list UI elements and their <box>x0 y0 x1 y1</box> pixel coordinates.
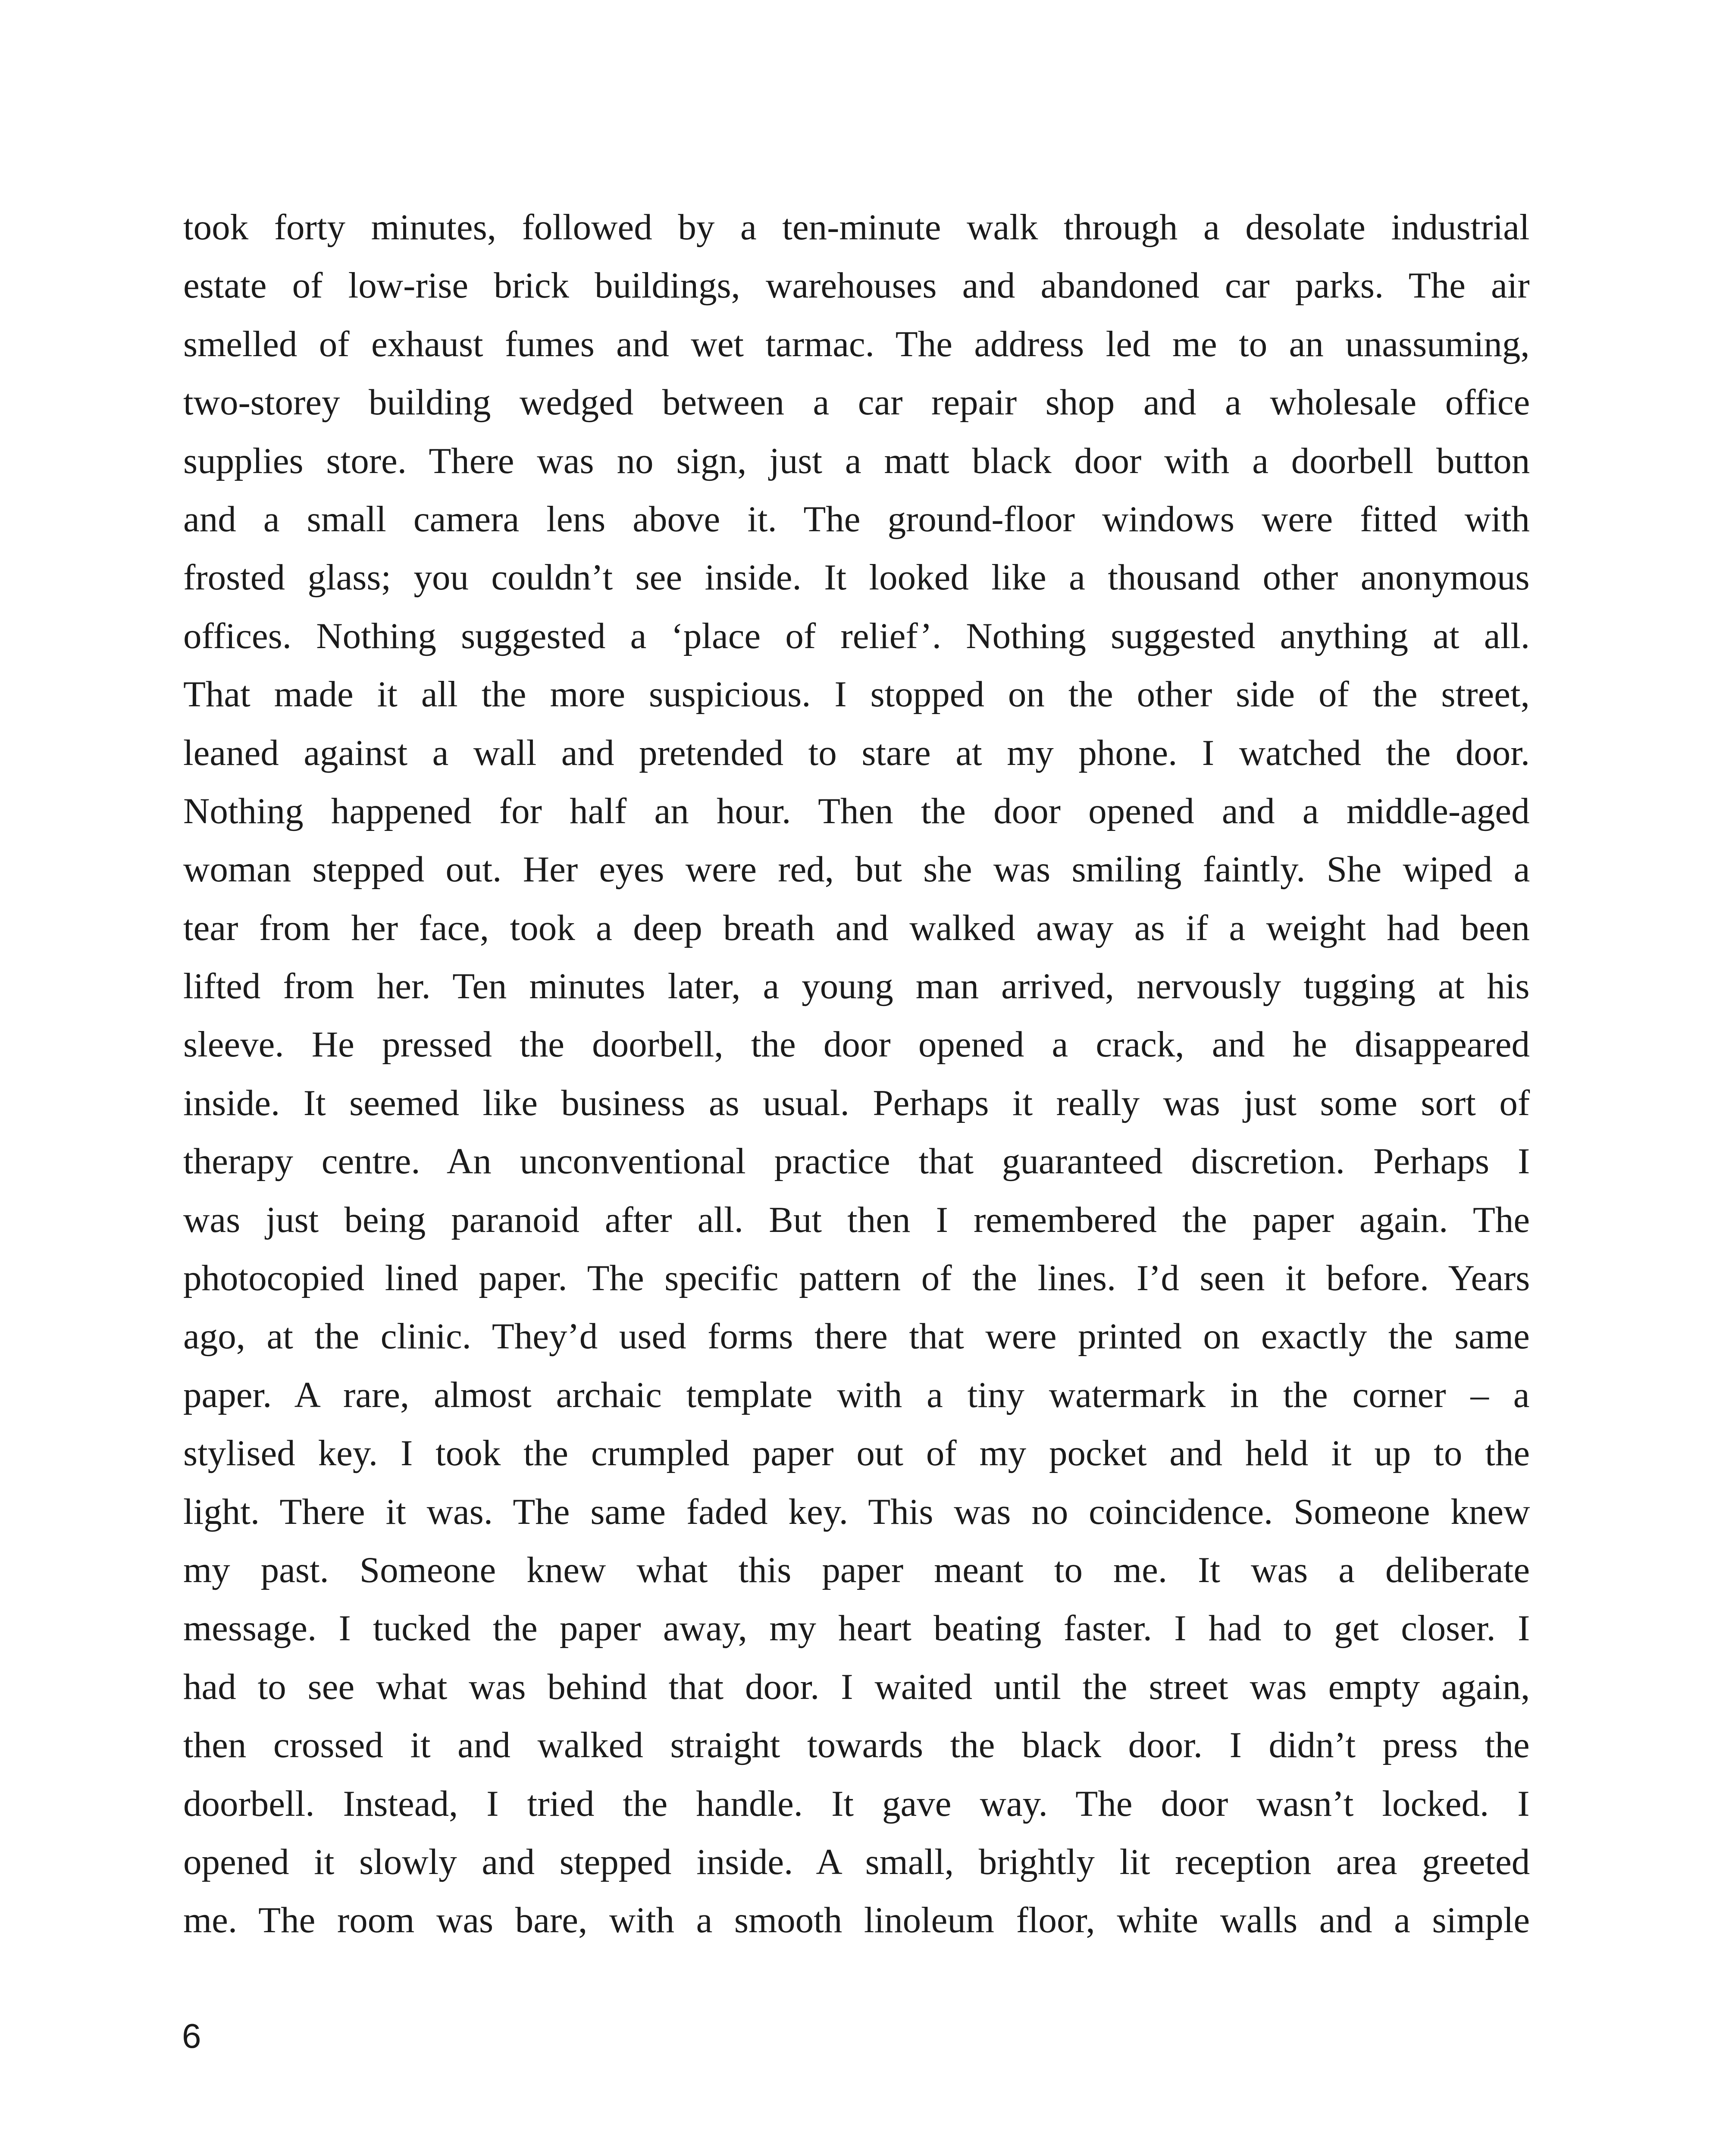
text-line-17: therapy centre. An unconventional practice that guaranteed discretion. Perhaps I <box>183 1141 1530 1182</box>
text-line-6: and a small camera lens above it. The ground-floor windows were fitted with <box>183 498 1530 539</box>
text-line-13: tear from her face, took a deep breath and walked away as if a weight had been <box>183 907 1530 948</box>
text-line-27: then crossed it and walked straight towards the black door. I didn’t press the <box>183 1725 1530 1766</box>
text-line-9: That made it all the more suspicious. I stopped on the other side of the street, <box>183 674 1530 715</box>
text-line-12: woman stepped out. Her eyes were red, but she was smiling faintly. She wiped a <box>183 849 1530 890</box>
text-line-19: photocopied lined paper. The specific pattern of the lines. I’d seen it before. Years <box>183 1258 1530 1299</box>
text-line-11: Nothing happened for half an hour. Then the door opened and a middle-aged <box>183 790 1530 831</box>
text-line-14: lifted from her. Ten minutes later, a young man arrived, nervously tugging at his <box>183 966 1530 1007</box>
text-line-22: stylised key. I took the crumpled paper out of my pocket and held it up to the <box>183 1433 1530 1474</box>
text-line-29: opened it slowly and stepped inside. A small, brightly lit reception area greeted <box>183 1841 1530 1882</box>
text-line-18: was just being paranoid after all. But then I remembered the paper again. The <box>183 1199 1530 1240</box>
text-line-21: paper. A rare, almost archaic template with a tiny watermark in the corner – a <box>183 1374 1530 1415</box>
text-line-3: smelled of exhaust fumes and wet tarmac. The address led me to an unassuming, <box>183 323 1530 364</box>
text-line-25: message. I tucked the paper away, my heart beating faster. I had to get closer. I <box>183 1608 1530 1649</box>
text-line-8: offices. Nothing suggested a ‘place of relief’. Nothing suggested anything at all. <box>183 615 1530 656</box>
text-line-20: ago, at the clinic. They’d used forms there that were printed on exactly the same <box>183 1316 1530 1357</box>
text-line-2: estate of low-rise brick buildings, warehouses and abandoned car parks. The air <box>183 265 1530 306</box>
text-line-7: frosted glass; you couldn’t see inside. It looked like a thousand other anonymous <box>183 557 1530 598</box>
text-line-1: took forty minutes, followed by a ten-minute walk through a desolate industrial <box>183 207 1530 248</box>
text-line-28: doorbell. Instead, I tried the handle. It gave way. The door wasn’t locked. I <box>183 1783 1530 1824</box>
text-line-4: two-storey building wedged between a car repair shop and a wholesale office <box>183 382 1530 423</box>
body-paragraph <box>183 198 1530 1950</box>
text-line-26: had to see what was behind that door. I waited until the street was empty again, <box>183 1666 1530 1707</box>
text-line-23: light. There it was. The same faded key. This was no coincidence. Someone knew <box>183 1491 1530 1532</box>
text-line-24: my past. Someone knew what this paper meant to me. It was a deliberate <box>183 1549 1530 1590</box>
text-line-15: sleeve. He pressed the doorbell, the door opened a crack, and he disappeared <box>183 1024 1530 1065</box>
text-line-30: me. The room was bare, with a smooth linoleum floor, white walls and a simple <box>183 1900 1530 1941</box>
text-line-16: inside. It seemed like business as usual. Perhaps it really was just some sort of <box>183 1082 1530 1123</box>
text-line-5: supplies store. There was no sign, just a matt black door with a doorbell button <box>183 440 1530 481</box>
text-line-10: leaned against a wall and pretended to stare at my phone. I watched the door. <box>183 732 1530 773</box>
page-number: 6 <box>182 2017 201 2055</box>
